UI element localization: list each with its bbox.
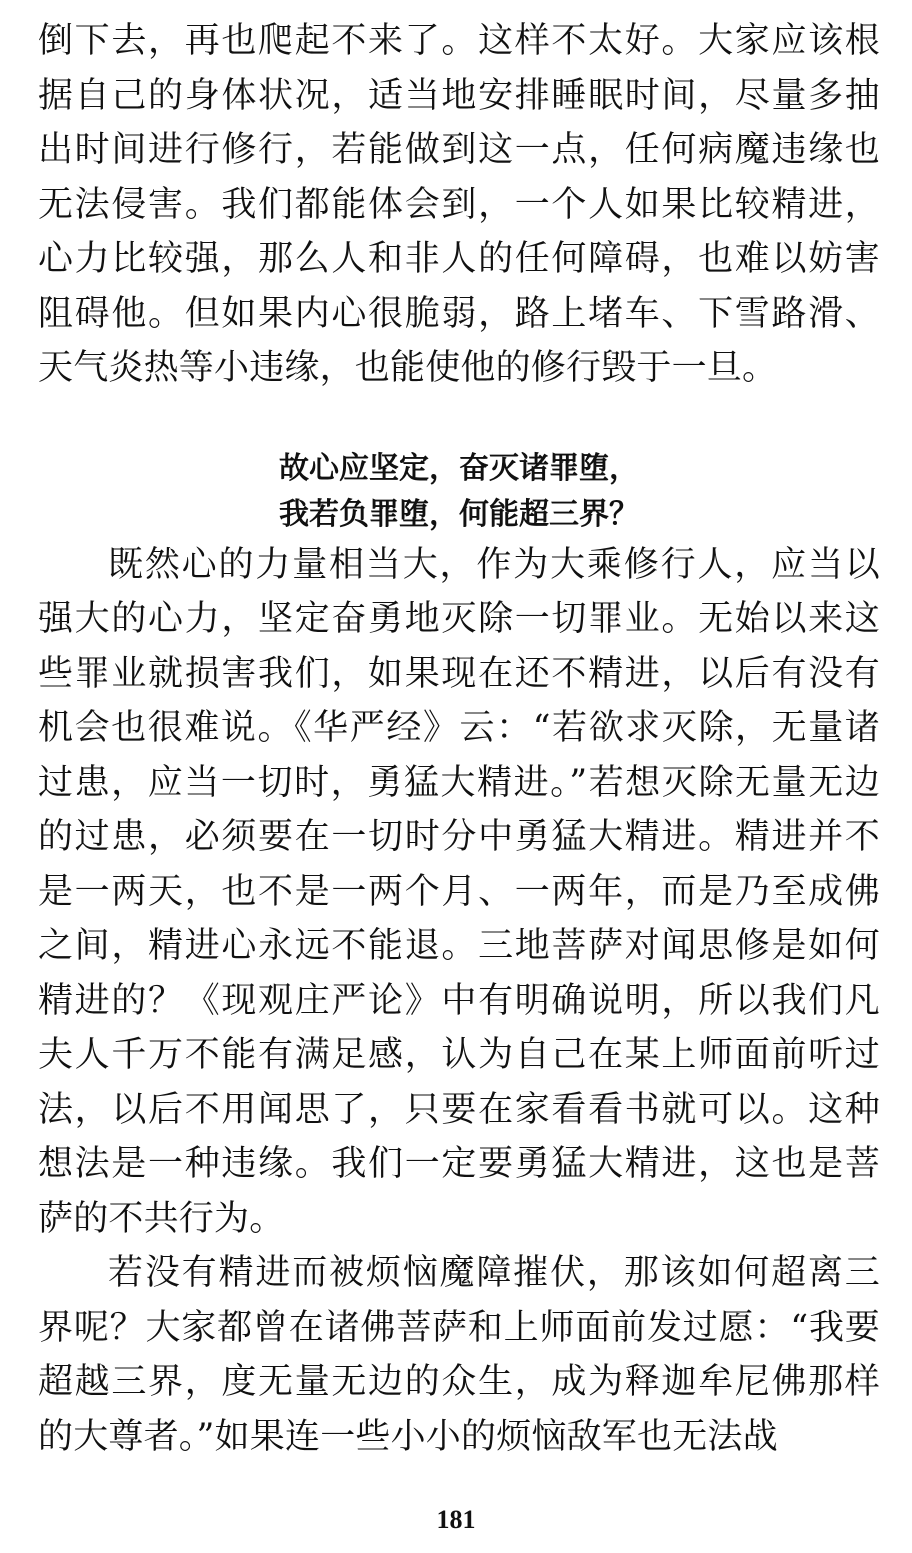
paragraph-commentary-2: 若没有精进而被烦恼魔障摧伏，那该如何超离三界呢？大家都曾在诸佛菩萨和上师面前发过愿：“我要超越三界，度无量无边的众生，成为释迦牟尼佛那样的大尊者。”如果连一些小小的烦恼敌军也无法战: [38, 1253, 880, 1457]
verse-line-2: 我若负罪堕，何能超三界？: [279, 496, 639, 532]
page-number: 181: [436, 1505, 476, 1534]
verse-block: [38, 446, 880, 538]
paragraph-commentary-1: 既然心的力量相当大，作为大乘修行人，应当以强大的心力，坚定奋勇地灭除一切罪业。无始以来这些罪业就损害我们，如果现在还不精进，以后有没有机会也很难说。《华严经》云：“若欲求灭除，无量诸过患，应当一切时，勇猛大精进。”若想灭除无量无边的过患，必须要在一切时分中勇猛大精进。精进并不是一两天，也不是一两个月、一两年，而是乃至成佛之间，精进心永远不能退。三地菩萨对闻思修是如何精进的？《现观庄严论》中有明确说明，所以我们凡夫人千万不能有满足感，认为自己在某上师面前听过法，以后不用闻思了，只要在家看看书就可以。这种想法是一种违缘。我们一定要勇猛大精进，这也是菩萨的不共行为。: [38, 544, 880, 1239]
verse-line-1: 故心应坚定，奋灭诸罪堕，: [279, 450, 639, 486]
paragraph-continued: 倒下去，再也爬起不来了。这样不太好。大家应该根据自己的身体状况，适当地安排睡眠时间，尽量多抽出时间进行修行，若能做到这一点，任何病魔违缘也无法侵害。我们都能体会到，一个人如果比较精进，心力比较强，那么人和非人的任何障碍，也难以妨害阻碍他。但如果内心很脆弱，路上堵车、下雪路滑、天气炎热等小违缘，也能使他的修行毁于一旦。: [38, 21, 880, 388]
page-body: [38, 14, 880, 1464]
